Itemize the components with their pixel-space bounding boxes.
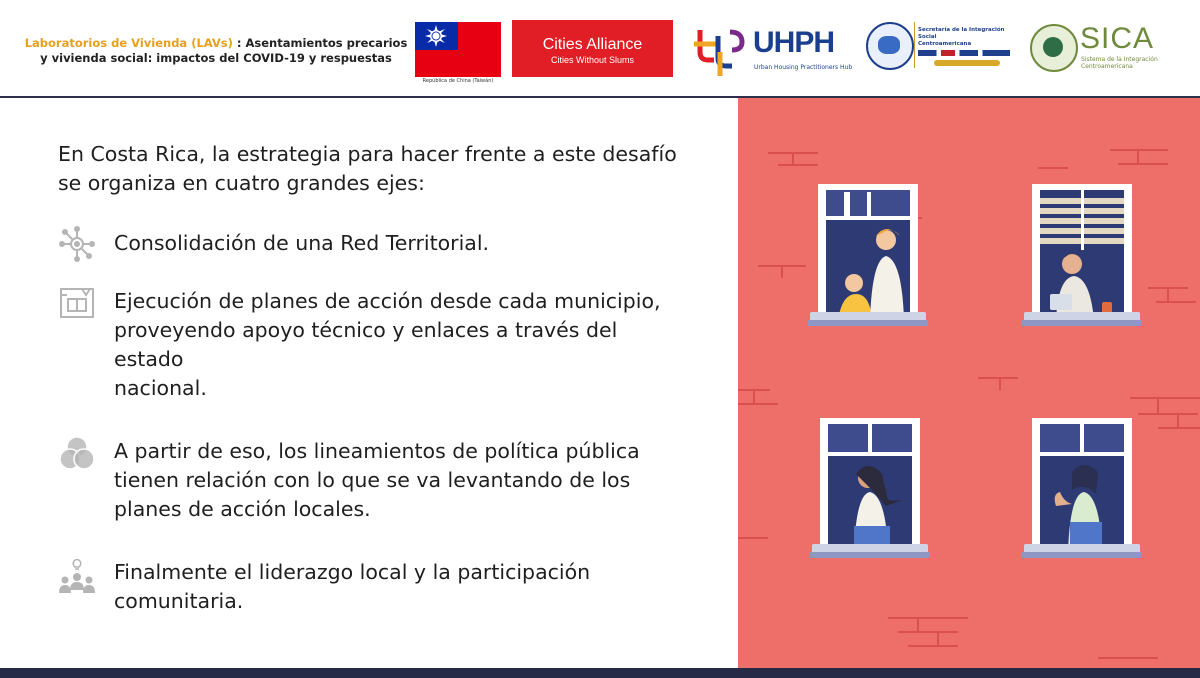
item-2-line-4: nacional. bbox=[114, 376, 207, 400]
sica-tagline-line-1: Sistema de la Integración bbox=[1081, 56, 1158, 63]
sica-tagline-line-2: Centroamericana bbox=[1081, 63, 1133, 70]
brick-wall-illustration bbox=[738, 98, 1200, 668]
title-line-2: y vivienda social: impactos del COVID-19 y respuestas bbox=[40, 51, 392, 65]
sisca-flags-strip bbox=[918, 50, 1010, 56]
sica-wordmark: SICA bbox=[1080, 22, 1155, 55]
item-4-line-2: comunitaria. bbox=[114, 589, 244, 613]
slide-content bbox=[0, 98, 738, 668]
network-icon bbox=[58, 225, 96, 263]
list-item-red-territorial bbox=[114, 229, 664, 258]
title-part: : Asentamientos precarios bbox=[232, 36, 408, 50]
cities-alliance-logo bbox=[512, 20, 673, 77]
sica-seal-icon bbox=[1030, 24, 1078, 72]
blueprint-icon bbox=[58, 285, 96, 323]
window-top-left bbox=[808, 184, 928, 326]
list-item-liderazgo bbox=[114, 558, 664, 616]
cities-alliance-name: Cities Alliance bbox=[542, 36, 643, 53]
intro-line-1: En Costa Rica, la estrategia para hacer frente a este desafío bbox=[58, 142, 677, 166]
uhph-tagline: Urban Housing Practitioners Hub bbox=[754, 64, 853, 71]
item-3-line-3: planes de acción locales. bbox=[114, 497, 371, 521]
sisca-name-line-2: Centroamericana bbox=[918, 41, 972, 47]
uhph-logo bbox=[690, 20, 855, 80]
sisca-logo bbox=[866, 22, 1016, 74]
uhph-mark-icon bbox=[690, 22, 750, 77]
footer-bar bbox=[0, 668, 1200, 678]
sun-icon bbox=[415, 22, 458, 50]
header-bar bbox=[0, 0, 1200, 97]
sisca-name-line-1: Secretaría de la Integración Social bbox=[918, 27, 1005, 40]
item-1-line-1: Consolidación de una Red Territorial. bbox=[114, 231, 490, 255]
list-item-lineamientos bbox=[114, 437, 664, 524]
item-3-line-2: tienen relación con lo que se va levantando de los bbox=[114, 468, 631, 492]
sica-tagline bbox=[1081, 56, 1158, 70]
item-3-line-1: A partir de eso, los lineamientos de política pública bbox=[114, 439, 640, 463]
sisca-name bbox=[918, 27, 1018, 48]
taiwan-flag-logo bbox=[415, 22, 501, 77]
cities-alliance-tagline: Cities Without Slums bbox=[550, 55, 635, 65]
item-2-line-1: Ejecución de planes de acción desde cada municipio, bbox=[114, 289, 661, 313]
window-bottom-left bbox=[810, 418, 930, 558]
windows-illustration bbox=[738, 98, 1200, 668]
venn-circles-icon bbox=[58, 435, 96, 473]
item-2-line-2: proveyendo apoyo técnico y enlaces a través del bbox=[114, 318, 618, 342]
flag-caption: República de China (Taiwán) bbox=[422, 78, 494, 84]
flag-canton bbox=[415, 22, 458, 50]
window-top-right bbox=[1022, 184, 1142, 326]
title-accent: Laboratorios de Vivienda (LAVs) bbox=[24, 36, 233, 50]
intro-line-2: se organiza en cuatro grandes ejes: bbox=[58, 171, 425, 195]
item-4-line-1: Finalmente el liderazgo local y la participación bbox=[114, 560, 591, 584]
sisca-anniversary-ribbon bbox=[934, 60, 1000, 66]
sisca-seal-icon bbox=[866, 22, 914, 70]
sica-logo bbox=[1030, 22, 1160, 74]
sisca-divider bbox=[914, 22, 915, 68]
uhph-wordmark: UHPH bbox=[753, 26, 835, 59]
list-item-planes-accion bbox=[114, 287, 664, 403]
presentation-title bbox=[20, 36, 412, 66]
intro-paragraph bbox=[58, 140, 708, 198]
people-idea-icon bbox=[58, 558, 96, 596]
item-2-line-3: estado bbox=[114, 347, 184, 371]
window-bottom-right bbox=[1022, 418, 1142, 558]
